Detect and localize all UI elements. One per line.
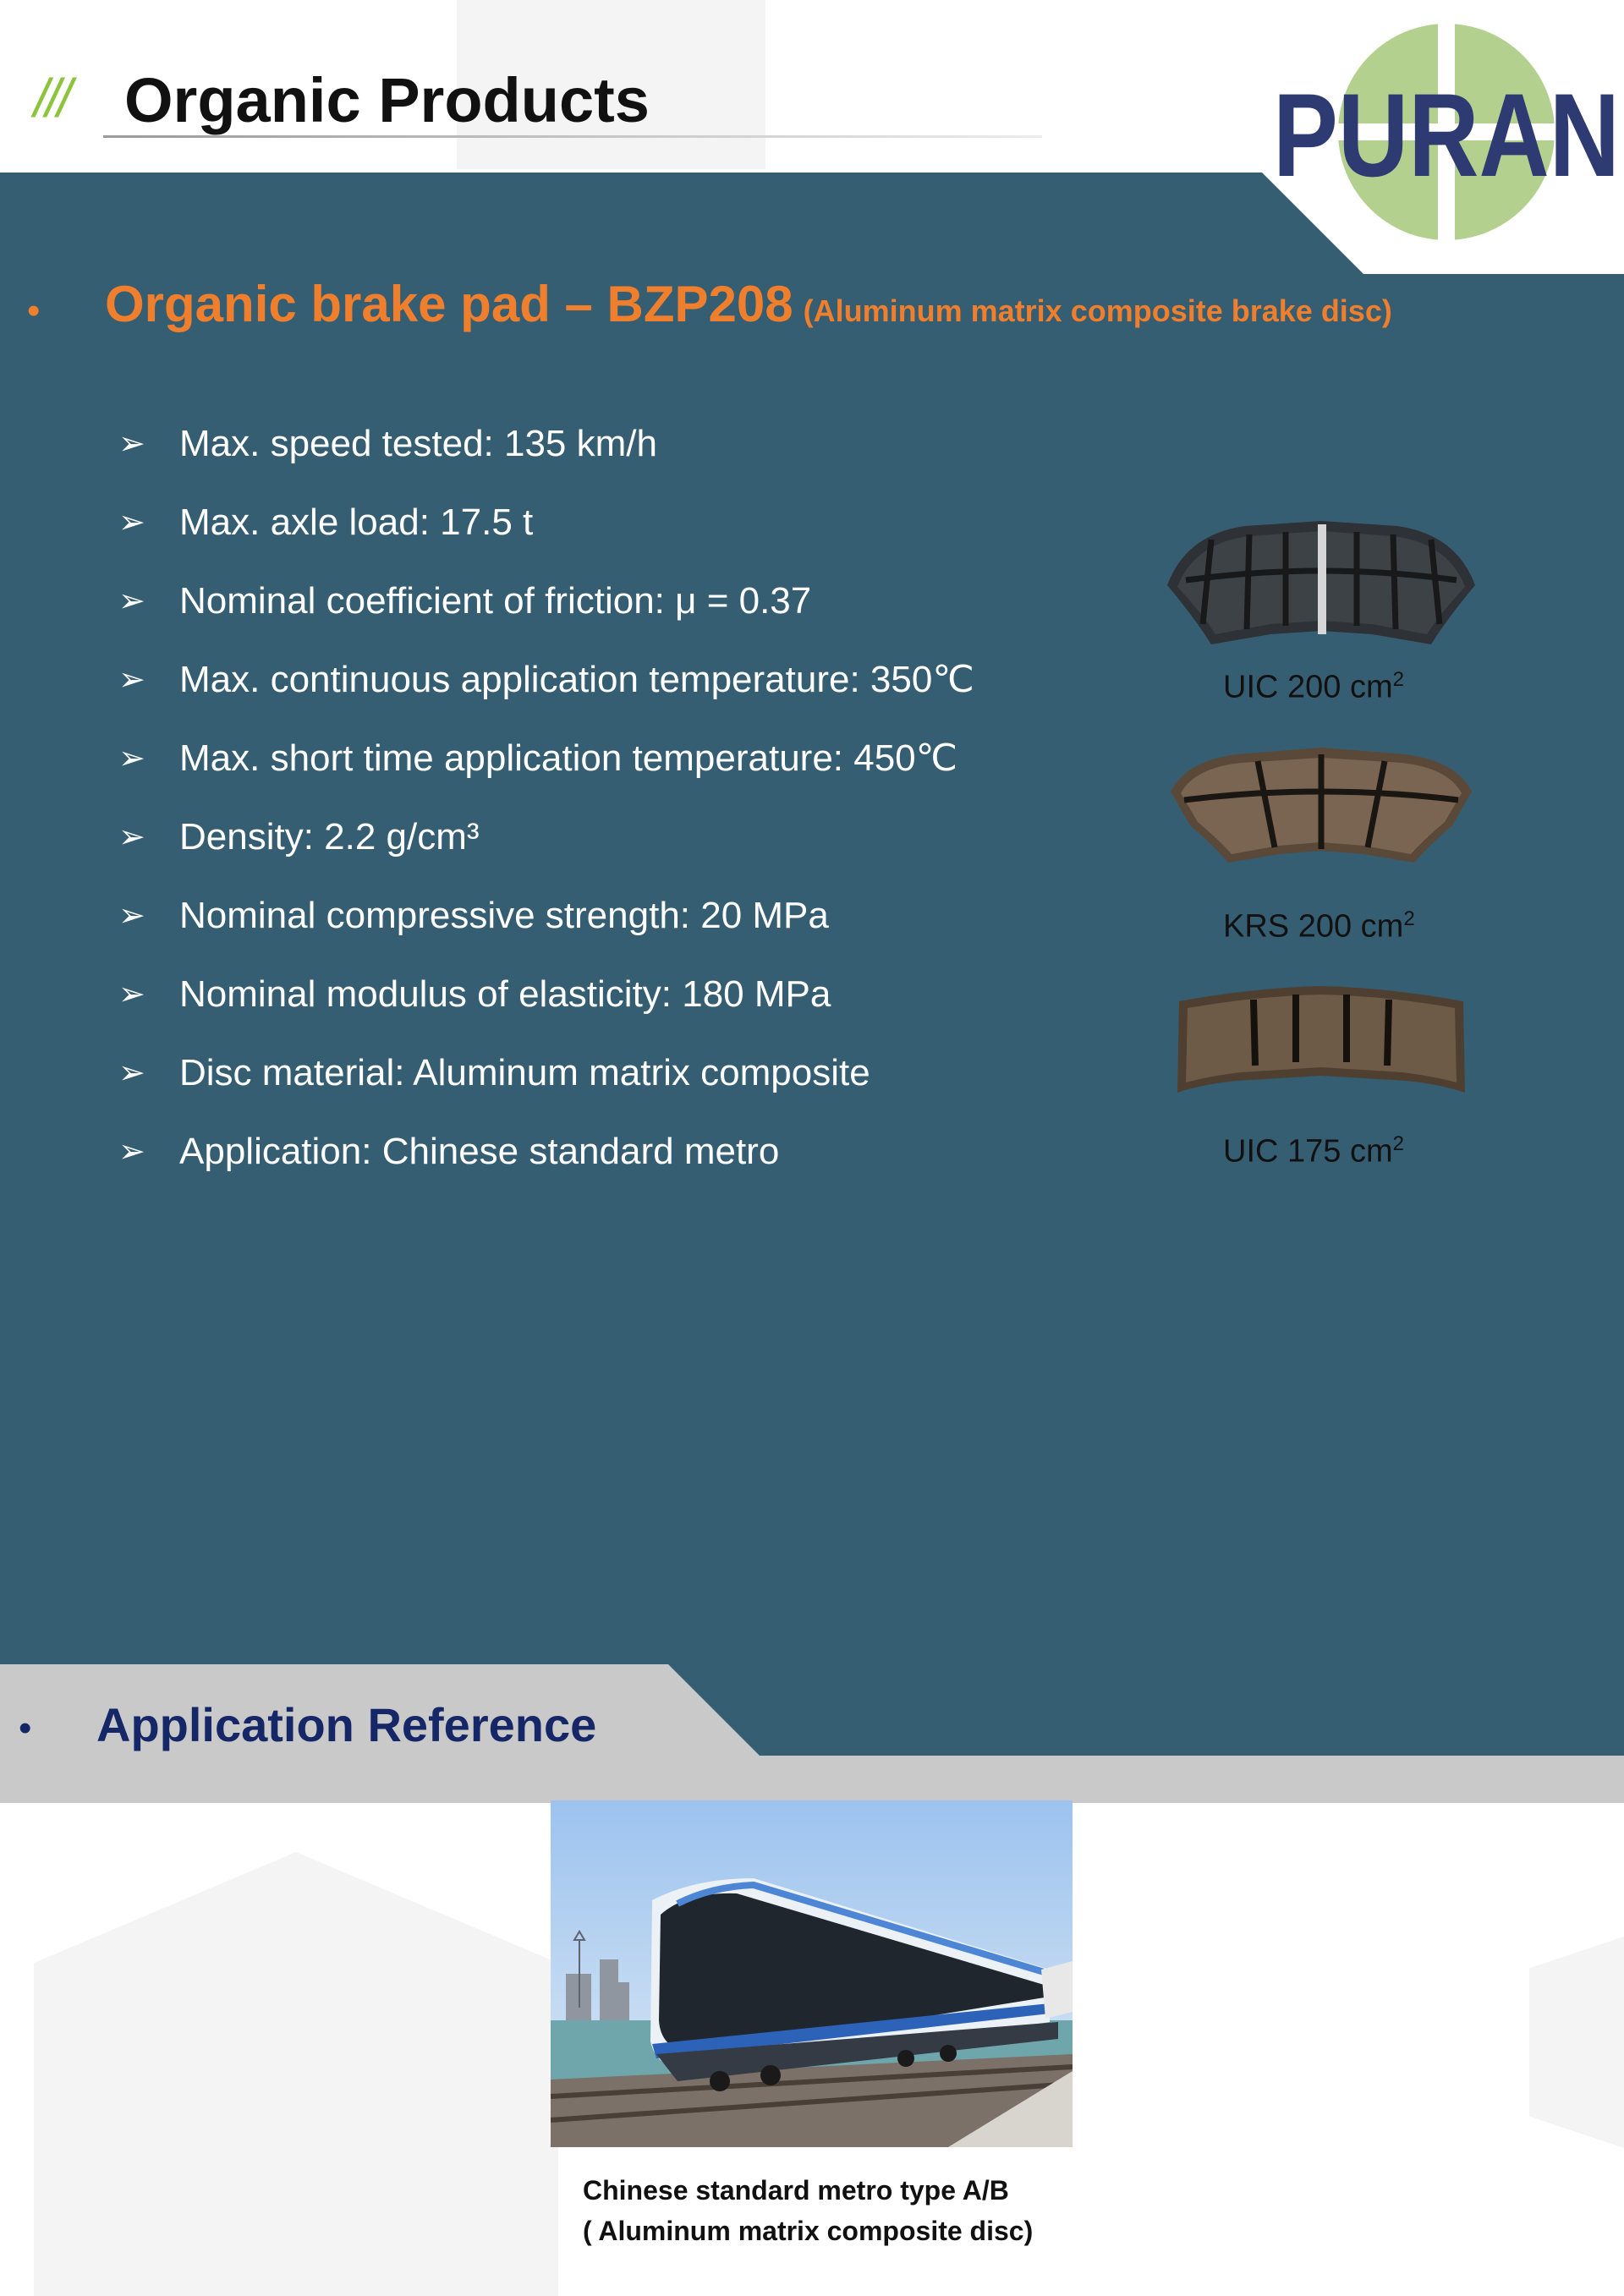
spec-item [118,813,974,891]
brake-pad-image-uic200 [1160,518,1482,644]
spec-item [118,891,974,970]
pad-label [1223,1134,1404,1168]
pad-label [1223,670,1404,704]
spec-text: Density: 2.2 g/cm³ [179,816,480,858]
arrow-bullet-icon: ➢ [118,662,145,698]
spec-text: Application: Chinese standard metro [179,1131,780,1172]
pad-label-text: UIC 175 cm [1223,1133,1393,1170]
spec-item [118,1127,974,1206]
puran-logo [1269,24,1624,254]
spec-text: Nominal coefficient of friction: μ = 0.37 [179,580,812,622]
spec-item [118,498,974,577]
spec-text: Nominal compressive strength: 20 MPa [179,895,829,936]
spec-item [118,734,974,813]
arrow-bullet-icon: ➢ [118,1055,145,1091]
pad-label-text: UIC 200 cm [1223,669,1393,705]
application-bullet: • [19,1707,32,1749]
spec-item [118,1049,974,1127]
brake-pad-image-krs200 [1160,743,1482,869]
spec-item [118,970,974,1049]
spec-text: Max. speed tested: 135 km/h [179,423,657,464]
photo-caption [583,2170,1033,2251]
product-bullet: • [27,290,41,332]
metro-train-photo [551,1800,1073,2147]
spec-text: Max. continuous application temperature: 350℃ [179,659,974,700]
spec-item [118,655,974,734]
arrow-bullet-icon: ➢ [118,819,145,855]
caption-line-2: ( Aluminum matrix composite disc) [583,2216,1034,2246]
spec-text: Nominal modulus of elasticity: 180 MPa [179,973,831,1015]
application-heading: Application Reference [96,1698,597,1751]
product-subtitle: (Aluminum matrix composite brake disc) [803,293,1392,328]
product-heading [105,276,1392,332]
pad-label-text: KRS 200 cm [1223,908,1404,945]
pad-label-exponent: 2 [1403,907,1415,930]
title-slashes: /// [34,68,69,129]
spec-item [118,419,974,498]
spec-list [118,419,974,1206]
arrow-bullet-icon: ➢ [118,584,145,619]
hexagon-watermark [1529,1937,1624,2148]
pad-label-exponent: 2 [1392,668,1404,691]
pad-label-exponent: 2 [1392,1132,1404,1155]
spec-text: Disc material: Aluminum matrix composite [179,1052,870,1093]
page-title: Organic Products [124,65,650,135]
arrow-bullet-icon: ➢ [118,426,145,462]
spec-text: Max. short time application temperature: 450℃ [179,737,958,779]
spec-item [118,577,974,655]
logo-text: PURAN [1273,68,1620,201]
arrow-bullet-icon: ➢ [118,1134,145,1170]
arrow-bullet-icon: ➢ [118,898,145,934]
spec-text: Max. axle load: 17.5 t [179,501,534,543]
product-title: Organic brake pad – BZP208 [105,276,793,332]
hexagon-watermark [34,1852,558,2296]
arrow-bullet-icon: ➢ [118,977,145,1012]
arrow-bullet-icon: ➢ [118,741,145,776]
brake-pad-image-uic175 [1160,981,1482,1108]
caption-line-1: Chinese standard metro type A/B [583,2175,1009,2206]
arrow-bullet-icon: ➢ [118,505,145,540]
title-underline [103,135,1042,138]
pad-label [1223,909,1415,943]
